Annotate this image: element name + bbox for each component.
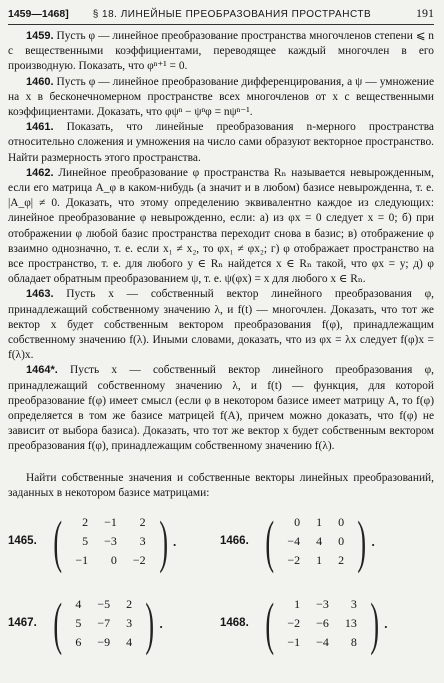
matrix-entry: 3 xyxy=(126,616,133,631)
matrix-entry: 4 xyxy=(75,597,82,612)
matrix-entry: −1 xyxy=(104,515,117,530)
header-section-title: § 18. ЛИНЕЙНЫЕ ПРЕОБРАЗОВАНИЯ ПРОСТРАНСТВ xyxy=(92,9,372,20)
matrix-entry: −7 xyxy=(97,616,111,631)
matrix-entry: 1 xyxy=(294,597,301,612)
matrix-entry: −3 xyxy=(316,597,329,612)
matrix-entry: −1 xyxy=(75,553,89,568)
problem-text: Пусть φ — линейное преобразование пространства многочленов степени ⩽ n с вещественными коэффициентами, переводящее каждый многочлен в его производную. Показать, что φⁿ⁺¹ = 0. xyxy=(8,30,434,73)
matrix-entry: 0 xyxy=(110,553,117,568)
matrix-problem-number: 1467. xyxy=(8,617,37,630)
matrix-entry: −2 xyxy=(287,553,301,568)
matrix-entry: 3 xyxy=(139,534,146,549)
matrix-entry: 13 xyxy=(344,616,357,631)
problem-paragraph xyxy=(8,120,434,166)
matrix-entry: 8 xyxy=(350,635,357,650)
left-parenthesis: ( xyxy=(265,591,275,657)
matrix-row xyxy=(67,615,140,634)
matrix-entry: 0 xyxy=(338,534,345,549)
problem-paragraph xyxy=(8,166,434,288)
matrix-end-period: . xyxy=(371,534,375,550)
matrix-row xyxy=(279,514,352,533)
matrix-entry: −3 xyxy=(104,534,117,549)
matrix-end-period: . xyxy=(159,616,163,632)
matrix-entry: 6 xyxy=(75,635,82,650)
problem-paragraph xyxy=(8,363,434,454)
matrix-row xyxy=(67,634,140,653)
matrix-entry: 1 xyxy=(316,515,323,530)
matrix-problem xyxy=(220,591,432,657)
right-parenthesis: ) xyxy=(145,591,155,657)
matrix-entry: 0 xyxy=(294,515,301,530)
problem-number: 1459. xyxy=(26,30,54,42)
matrix-entry: 2 xyxy=(139,515,146,530)
matrix-end-period: . xyxy=(173,534,177,550)
matrix-entry: 2 xyxy=(126,597,133,612)
problem-number: 1462. xyxy=(26,166,54,179)
matrix-row xyxy=(67,514,153,533)
problem-number: 1461. xyxy=(26,121,54,134)
matrix-row xyxy=(279,615,365,634)
matrix xyxy=(279,596,365,653)
matrix-entry: 2 xyxy=(338,553,345,568)
right-parenthesis: ) xyxy=(158,509,168,575)
matrix xyxy=(67,514,153,571)
matrix-problem xyxy=(8,509,220,575)
header-rule xyxy=(8,24,434,25)
matrix-grid xyxy=(8,509,434,657)
problem-number: 1464*. xyxy=(26,364,58,377)
header-problem-range: 1459—1468] xyxy=(8,8,69,20)
book-page xyxy=(8,6,435,657)
matrix-row xyxy=(279,533,352,552)
matrix-entry: 4 xyxy=(316,534,323,549)
matrix-entry: −9 xyxy=(97,635,111,650)
right-parenthesis: ) xyxy=(357,509,367,575)
right-parenthesis: ) xyxy=(370,591,379,657)
matrices-intro: Найти собственные значения и собственные векторы линейных преобразований, заданных в некотором базисе матрицами: xyxy=(8,471,434,499)
matrix-entry: −4 xyxy=(316,635,329,650)
problem-number: 1463. xyxy=(26,288,54,301)
page-number: 191 xyxy=(416,6,434,20)
problem-paragraph xyxy=(8,287,434,363)
matrix-row xyxy=(279,596,365,615)
matrix-entry: −5 xyxy=(97,597,111,612)
matrix-entry: 4 xyxy=(126,635,133,650)
matrix-entry: 5 xyxy=(82,534,89,549)
matrix-end-period: . xyxy=(384,616,388,632)
problem-number: 1460. xyxy=(26,75,54,88)
problem-text: Пусть x — собственный вектор линейного преобразования φ, принадлежащий собственному значению λ, и f(t) — многочлен. Доказать, что тот же вектор x будет собственным вектором преобразования f(φ), принадлежащим собственному значению f(λ). Иными словами, доказать, что из φx = λx следует f(φ)x = f(λ)x. xyxy=(8,288,434,362)
matrix xyxy=(279,514,352,571)
matrix-entry: −2 xyxy=(287,616,301,631)
matrix-problem-number: 1466. xyxy=(220,535,249,548)
matrix-entry: −2 xyxy=(132,553,146,568)
matrix-entry: −4 xyxy=(287,534,301,549)
matrix-row xyxy=(67,596,140,615)
matrix-entry: 2 xyxy=(82,515,89,530)
problem-paragraph xyxy=(8,75,434,121)
matrix-entry: 1 xyxy=(316,553,323,568)
problem-text: Пусть φ — линейное преобразование дифференцирования, а ψ — умножение на x в бесконечномерном пространстве всех многочленов от x с вещественными коэффициентами. Доказать, что φψⁿ − ψⁿφ = nψⁿ⁻¹. xyxy=(8,75,435,119)
left-parenthesis: ( xyxy=(265,509,275,575)
matrix xyxy=(67,596,140,653)
matrix-row xyxy=(67,533,153,552)
matrix-problem-number: 1468. xyxy=(220,617,249,630)
left-parenthesis: ( xyxy=(53,509,63,575)
matrix-problem xyxy=(8,591,220,657)
matrix-problem-number: 1465. xyxy=(8,535,37,548)
matrix-entry: −1 xyxy=(287,635,301,650)
matrix-row xyxy=(279,634,365,653)
matrix-entry: −6 xyxy=(316,616,329,631)
left-parenthesis: ( xyxy=(53,591,63,657)
matrix-row xyxy=(67,552,153,571)
problem-text: Пусть x — собственный вектор линейного преобразования φ, принадлежащий собственному значению λ, и f(t) — функция, для которой преобразование f(φ) имеет смысл (если φ в некотором базисе имеет матрицу A, то f(φ) определяется в том же базисе матрицей f(A), причем можно доказать, что f(φ) не зависит от выбора базиса). Доказать, что тот же вектор x будет собственным вектором преобразования f(φ), принадлежащим собственному значению f(λ). xyxy=(8,364,434,453)
matrix-entry: 5 xyxy=(75,616,82,631)
matrix-problem xyxy=(220,509,432,575)
matrix-entry: 0 xyxy=(338,515,345,530)
problem-list xyxy=(8,29,434,455)
problem-text: Линейное преобразование φ пространства Rₙ называется невырожденным, если его матрица A_φ в каком-нибудь (а значит и в любом) базисе невырожденна, т. е. |A_φ| ≠ 0. Доказать, что этому определению эквивалентно каждое из следующих: линейное преобразование φ невырожденно, если: а) из φx = 0 следует x = 0; б) при отображении φ любой базис пространства переходит снова в базис; в) отображение φ взаимно однозначно, т. е. если x₁ ≠ x₂, то φx₁ ≠ φx₂; г) φ отображает пространство на все пространство, т. е. для любого y ∈ Rₙ найдется x ∈ Rₙ такой, что φx = y; д) φ обладает обратным преобразованием ψ, т. е. ψ(φx) = x для любого x ∈ Rₙ. xyxy=(8,166,434,286)
problem-paragraph xyxy=(8,29,434,75)
matrix-entry: 3 xyxy=(350,597,357,612)
problem-text: Показать, что линейные преобразования n-мерного пространства относительно сложения и умножения на число сами образуют векторное пространство. Найти размерность этого пространства. xyxy=(8,121,434,164)
matrix-row xyxy=(279,552,352,571)
